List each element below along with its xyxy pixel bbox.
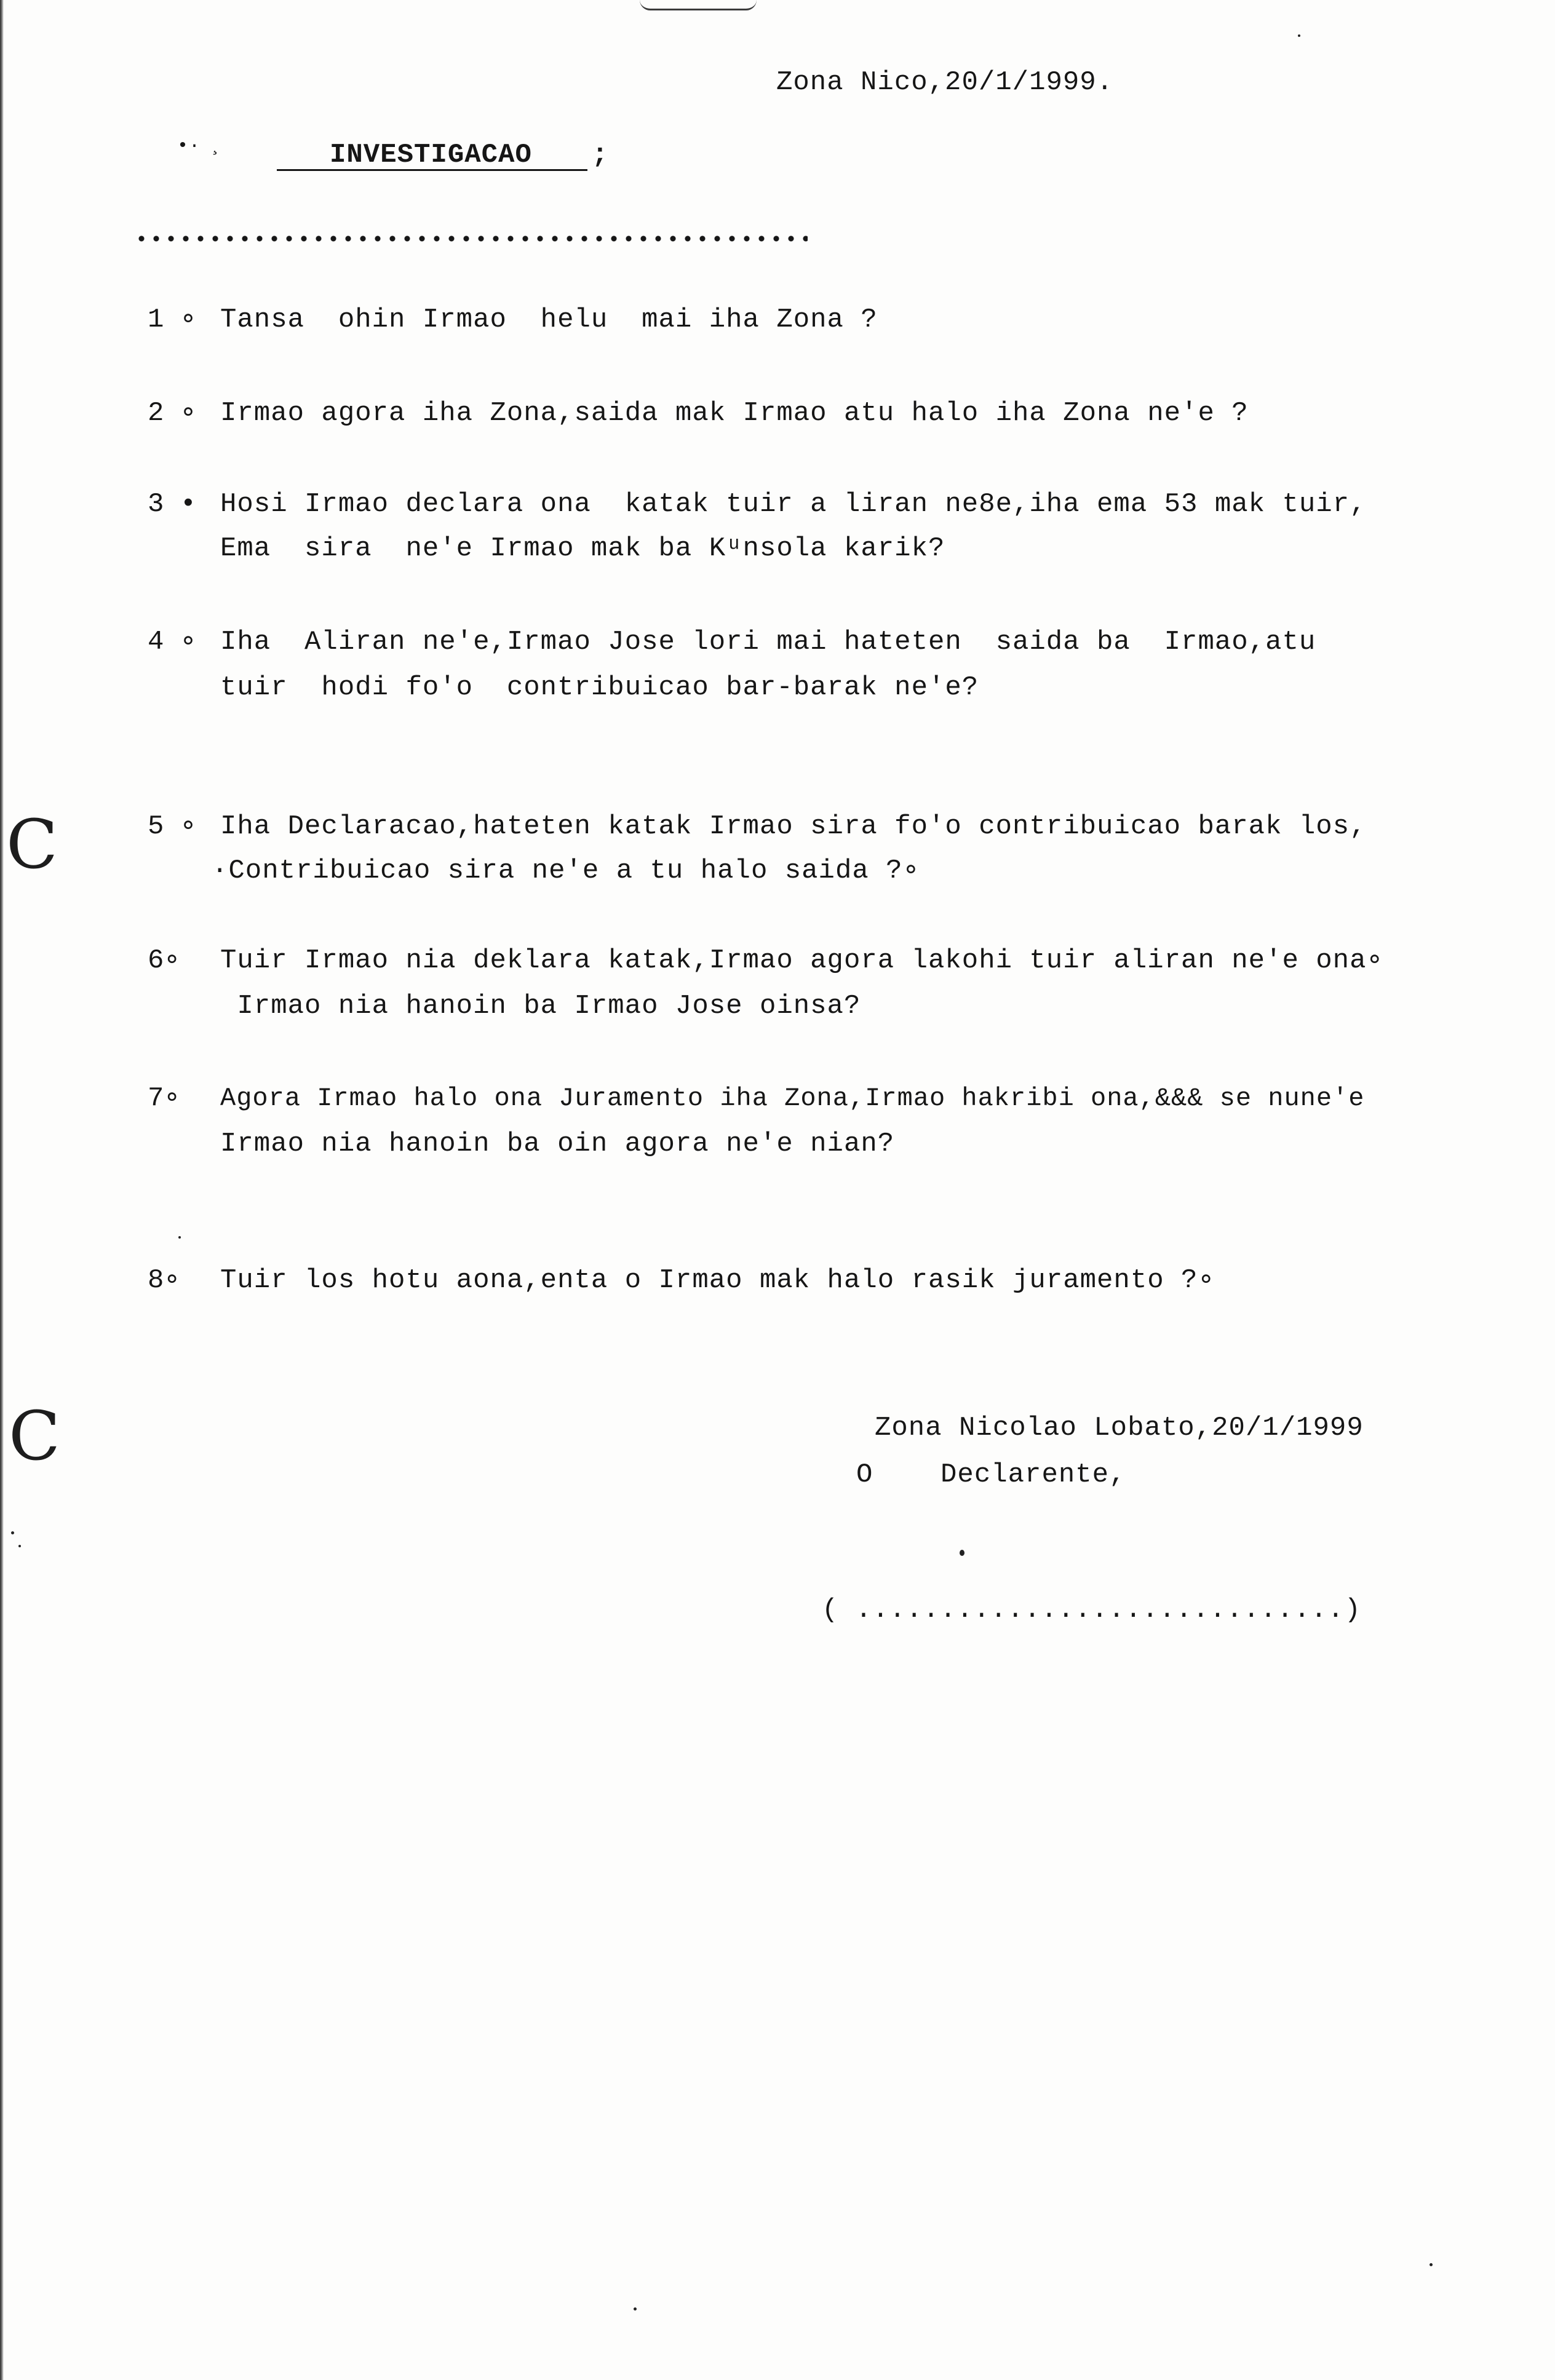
ink-speck — [178, 1236, 181, 1239]
question-text: Tuir los hotu aona,enta o Irmao mak halo rasik juramento ?∘ — [220, 1265, 1215, 1296]
ink-speck — [1298, 34, 1300, 37]
question-text: Iha Declaracao,hateten katak Irmao sira fo'o contribuicao barak los, — [220, 811, 1367, 842]
question-number: 7∘ — [148, 1083, 180, 1114]
question-text: Irmao agora iha Zona,saida mak Irmao atu halo iha Zona ne'e ? — [220, 398, 1249, 429]
question-number: 2 ∘ — [148, 398, 197, 429]
question-text: Agora Irmao halo ona Juramento iha Zona,Irmao hakribi ona,&&& se nune'e — [220, 1084, 1365, 1113]
question-text: Ema sira ne'e Irmao mak ba Kᵘnsola karik? — [220, 533, 945, 564]
question-text: Iha Aliran ne'e,Irmao Jose lori mai hateten saida ba Irmao,atu — [220, 627, 1316, 657]
question-text: Hosi Irmao declara ona katak tuir a liran ne8e,iha ema 53 mak tuir, — [220, 489, 1367, 520]
question-number: 1 ∘ — [148, 304, 197, 335]
question-text: Tuir Irmao nia deklara katak,Irmao agora lakohi tuir aliran ne'e ona∘ — [220, 945, 1383, 976]
title-underline — [277, 169, 587, 171]
ink-speck — [18, 1545, 21, 1547]
question-number: 8∘ — [148, 1265, 180, 1296]
declarant-label: O Declarente, — [856, 1459, 1126, 1490]
title-semicolon: ; — [592, 140, 609, 170]
header-marks: •· ¸ — [177, 136, 225, 157]
question-text: ·Contribuicao sira ne'e a tu halo saida ?∘ — [212, 855, 920, 886]
ink-speck — [1430, 2263, 1433, 2266]
question-text: Irmao nia hanoin ba oin agora ne'e nian? — [220, 1129, 895, 1159]
question-text: tuir hodi fo'o contribuicao bar-barak ne'e? — [220, 672, 979, 703]
question-number: 5 ∘ — [148, 811, 197, 842]
question-number: 3 • — [148, 489, 197, 520]
ink-speck — [634, 2307, 637, 2311]
question-number: 4 ∘ — [148, 627, 197, 657]
question-text: Tansa ohin Irmao helu mai iha Zona ? — [220, 304, 878, 335]
question-text: Irmao nia hanoin ba Irmao Jose oinsa? — [220, 991, 861, 1021]
signature-line: ( .............................) — [822, 1595, 1361, 1625]
staple-mark — [640, 0, 757, 10]
document-title: INVESTIGACAO — [330, 140, 532, 170]
ink-speck — [11, 1531, 14, 1534]
ink-speck — [960, 1550, 964, 1556]
question-number: 6∘ — [148, 945, 180, 976]
header-date: Zona Nico,20/1/1999. — [776, 67, 1114, 98]
punch-hole-mark: C — [9, 1397, 61, 1475]
dotted-separator — [134, 232, 808, 245]
page-edge-shadow — [0, 0, 4, 2380]
punch-hole-mark: C — [6, 805, 58, 884]
closing-place-date: Zona Nicolao Lobato,20/1/1999 — [875, 1413, 1364, 1443]
